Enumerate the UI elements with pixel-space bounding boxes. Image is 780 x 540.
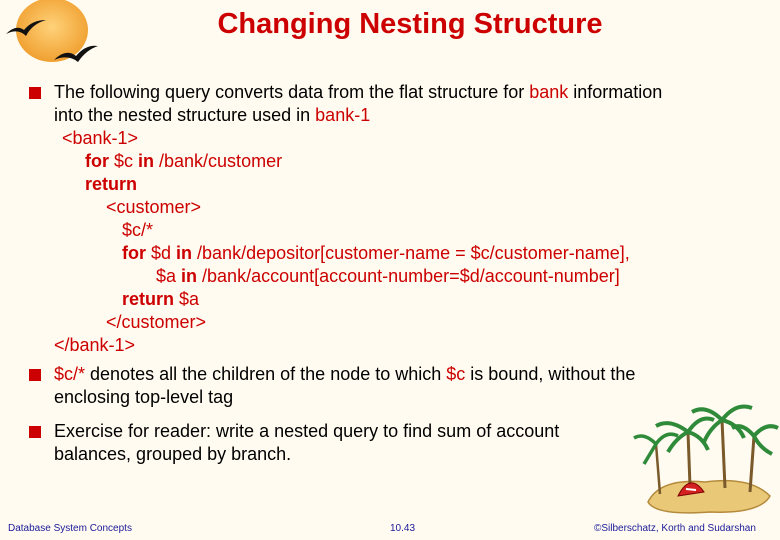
code-account-line <box>156 265 620 288</box>
code-for-line <box>85 150 282 173</box>
children-term: $c/* <box>54 364 86 384</box>
code-keyword: return <box>122 289 175 309</box>
code-text: $c <box>109 151 139 171</box>
code-text: /bank/customer <box>154 151 283 171</box>
bullet-2-line-2: enclosing top-level tag <box>54 387 234 407</box>
code-text: $a <box>156 266 182 286</box>
code-keyword: for <box>85 151 109 171</box>
footer-page-number: 10.43 <box>390 523 416 534</box>
code-text: $d <box>146 243 177 263</box>
bullet-3-line-1: Exercise for reader: write a nested query to find sum of account <box>54 421 560 441</box>
code-customer-close: </customer> <box>106 312 207 332</box>
code-keyword: in <box>176 243 193 263</box>
code-customer-open: <customer> <box>106 197 202 217</box>
code-keyword: in <box>181 266 198 286</box>
code-text: /bank/account[account-number=$d/account-number] <box>197 266 620 286</box>
code-text: /bank/depositor[customer-name = $c/customer-name], <box>192 243 630 263</box>
bullet-square-icon <box>29 426 41 438</box>
code-text: $a <box>174 289 200 309</box>
palm-island-icon <box>630 392 780 520</box>
code-children-line: $c/* <box>122 220 154 240</box>
bullet-1-line-2 <box>54 104 370 127</box>
code-return-line: return <box>85 174 138 194</box>
code-keyword: for <box>122 243 146 263</box>
bullet-1-line-1 <box>54 81 662 104</box>
bullet-square-icon <box>29 369 41 381</box>
bullet-1-text: The following query converts data from the flat structure for <box>54 82 530 102</box>
bullet-3-line-2: balances, grouped by branch. <box>54 444 292 464</box>
code-for-depositor-line <box>122 242 630 265</box>
code-return-a-line <box>122 288 199 311</box>
footer-copyright: ©Silberschatz, Korth and Sudarshan <box>594 523 756 534</box>
bank-1-term: bank-1 <box>315 105 371 125</box>
code-keyword: in <box>138 151 155 171</box>
slide-title: Changing Nesting Structure <box>217 8 603 40</box>
bullet-2-text-end: is bound, without the <box>465 364 636 384</box>
c-term: $c <box>446 364 466 384</box>
bullet-square-icon <box>29 87 41 99</box>
bullet-1-text-end: information <box>568 82 663 102</box>
code-close-tag: </bank-1> <box>54 335 136 355</box>
bank-term: bank <box>529 82 569 102</box>
bullet-2-text: denotes all the children of the node to which <box>85 364 447 384</box>
footer-left: Database System Concepts <box>8 523 132 534</box>
code-open-tag: <bank-1> <box>62 128 139 148</box>
bullet-2-line-1 <box>54 363 635 386</box>
bullet-1-text-2: into the nested structure used in <box>54 105 316 125</box>
